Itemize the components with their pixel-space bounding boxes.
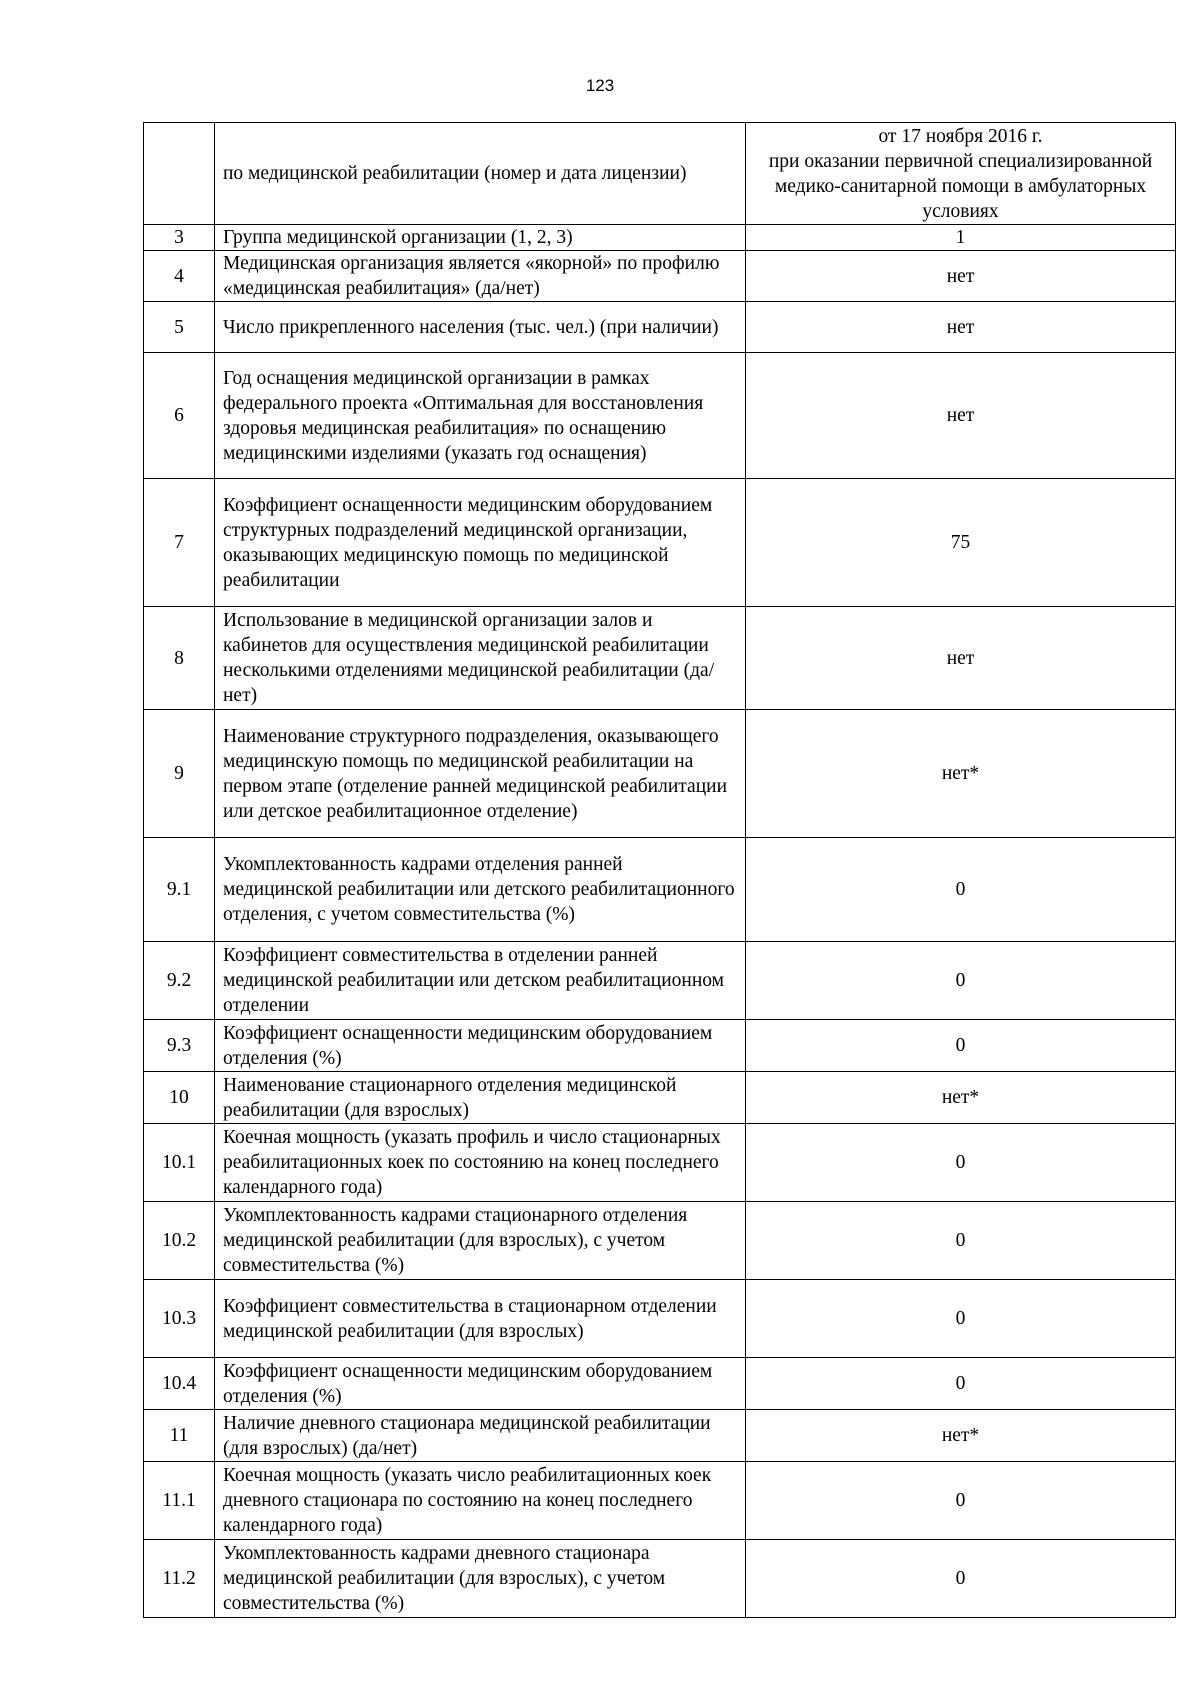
data-table <box>143 122 1176 1618</box>
row-number-cell: 11.1 <box>144 1462 215 1540</box>
row-value-cell: 0 <box>746 1020 1176 1072</box>
row-number-cell: 11 <box>144 1410 215 1462</box>
table-row <box>144 123 1176 225</box>
row-description-cell: Число прикрепленного населения (тыс. чел.) (при наличии) <box>215 302 746 353</box>
row-description-cell: Коэффициент оснащенности медицинским оборудованием отделения (%) <box>215 1358 746 1410</box>
table-row <box>144 1280 1176 1358</box>
row-value-cell: 0 <box>746 1540 1176 1618</box>
table-row <box>144 1410 1176 1462</box>
row-value-cell: 0 <box>746 1358 1176 1410</box>
row-value-cell: 75 <box>746 479 1176 607</box>
row-description-cell: Медицинская организация является «якорной» по профилю «медицинская реабилитация» (да/нет) <box>215 251 746 302</box>
row-description-cell: Укомплектованность кадрами отделения ранней медицинской реабилитации или детского реабилитационного отделения, с учетом совместительства (%) <box>215 838 746 942</box>
row-number-cell: 9.2 <box>144 942 215 1020</box>
row-description-cell: Коэффициент оснащенности медицинским оборудованием структурных подразделений медицинской организации, оказывающих медицинскую помощь по медицинской реабилитации <box>215 479 746 607</box>
row-description-cell: Год оснащения медицинской организации в рамках федерального проекта «Оптимальная для восстановления здоровья медицинская реабилитация» по оснащению медицинскими изделиями (указать год оснащения) <box>215 353 746 479</box>
row-description-cell: Наименование стационарного отделения медицинской реабилитации (для взрослых) <box>215 1072 746 1124</box>
row-value-cell: 0 <box>746 1124 1176 1202</box>
row-number-cell: 8 <box>144 607 215 710</box>
row-value-cell: 0 <box>746 1462 1176 1540</box>
row-value-cell: нет <box>746 302 1176 353</box>
row-description-cell: Коэффициент оснащенности медицинским оборудованием отделения (%) <box>215 1020 746 1072</box>
row-number-cell <box>144 123 215 225</box>
row-number-cell: 10.3 <box>144 1280 215 1358</box>
table-row <box>144 479 1176 607</box>
row-description-cell: Наименование структурного подразделения, оказывающего медицинскую помощь по медицинской реабилитации на первом этапе (отделение ранней медицинской реабилитации или детское реабилитационное отделение) <box>215 710 746 838</box>
row-number-cell: 7 <box>144 479 215 607</box>
row-number-cell: 9.1 <box>144 838 215 942</box>
table-row <box>144 251 1176 302</box>
row-number-cell: 5 <box>144 302 215 353</box>
row-description-cell: Коэффициент совместительства в стационарном отделении медицинской реабилитации (для взрослых) <box>215 1280 746 1358</box>
table-row <box>144 225 1176 251</box>
row-value-cell: 0 <box>746 1202 1176 1280</box>
row-description-cell: по медицинской реабилитации (номер и дата лицензии) <box>215 123 746 225</box>
row-number-cell: 9 <box>144 710 215 838</box>
row-number-cell: 10 <box>144 1072 215 1124</box>
row-description-cell: Наличие дневного стационара медицинской реабилитации (для взрослых) (да/нет) <box>215 1410 746 1462</box>
row-value-cell: нет* <box>746 1072 1176 1124</box>
row-value-cell: 0 <box>746 1280 1176 1358</box>
row-number-cell: 9.3 <box>144 1020 215 1072</box>
row-description-cell: Коечная мощность (указать профиль и число стационарных реабилитационных коек по состоянию на конец последнего календарного года) <box>215 1124 746 1202</box>
table-row <box>144 710 1176 838</box>
row-value-cell <box>746 123 1176 225</box>
row-value-cell: 0 <box>746 942 1176 1020</box>
row-value-cell: нет <box>746 353 1176 479</box>
row-value-cell: нет <box>746 607 1176 710</box>
row-number-cell: 4 <box>144 251 215 302</box>
row-description-cell: Группа медицинской организации (1, 2, 3) <box>215 225 746 251</box>
row-value-cell: 1 <box>746 225 1176 251</box>
table-row <box>144 1540 1176 1618</box>
row-number-cell: 10.1 <box>144 1124 215 1202</box>
table-row <box>144 607 1176 710</box>
row-number-cell: 10.2 <box>144 1202 215 1280</box>
table-row <box>144 1020 1176 1072</box>
row-value-cell: нет* <box>746 710 1176 838</box>
table-row <box>144 353 1176 479</box>
table-row <box>144 1358 1176 1410</box>
row-value-cell: 0 <box>746 838 1176 942</box>
page-number: 123 <box>585 76 615 95</box>
row-description-cell: Коечная мощность (указать число реабилитационных коек дневного стационара по состоянию на конец последнего календарного года) <box>215 1462 746 1540</box>
value-line-date: от 17 ноября 2016 г. <box>878 126 1043 147</box>
row-description-cell: Укомплектованность кадрами стационарного отделения медицинской реабилитации (для взрослых), с учетом совместительства (%) <box>215 1202 746 1280</box>
table-row <box>144 942 1176 1020</box>
value-line-detail: при оказании первичной специализированной медико-санитарной помощи в амбулаторных условиях <box>768 151 1153 222</box>
row-description-cell: Укомплектованность кадрами дневного стационара медицинской реабилитации (для взрослых), с учетом совместительства (%) <box>215 1540 746 1618</box>
row-description-cell: Использование в медицинской организации залов и кабинетов для осуществления медицинской реабилитации несколькими отделениями медицинской реабилитации (да/нет) <box>215 607 746 710</box>
table-row <box>144 1202 1176 1280</box>
row-number-cell: 3 <box>144 225 215 251</box>
table-row <box>144 838 1176 942</box>
row-number-cell: 6 <box>144 353 215 479</box>
table-row <box>144 1072 1176 1124</box>
row-value-cell: нет* <box>746 1410 1176 1462</box>
row-value-cell: нет <box>746 251 1176 302</box>
table-row <box>144 1462 1176 1540</box>
table-row <box>144 302 1176 353</box>
row-number-cell: 11.2 <box>144 1540 215 1618</box>
table-row <box>144 1124 1176 1202</box>
row-description-cell: Коэффициент совместительства в отделении ранней медицинской реабилитации или детском реабилитационном отделении <box>215 942 746 1020</box>
row-number-cell: 10.4 <box>144 1358 215 1410</box>
